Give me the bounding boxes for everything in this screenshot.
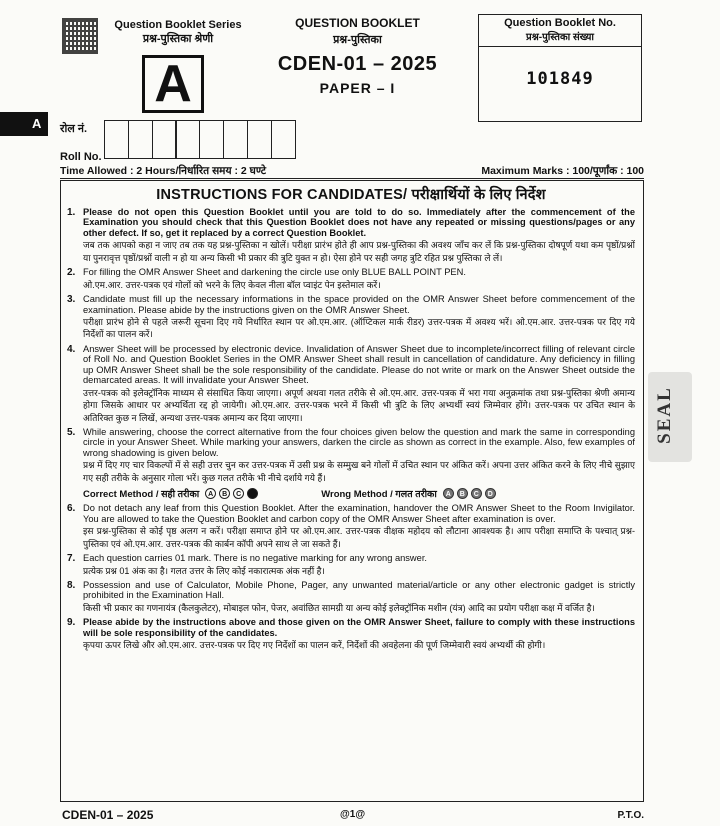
item-text-hi: प्रश्न में दिए गए चार विकल्पों में से सही उत्तर चुन कर उत्तर-पत्रक में उसी प्रश्न के सम्मुख बने गोलों में उचित स्थान पर अंकित करें। अपना उत्तर अंकित करने के लिए नीचे सुझाए गए सही तरीके के अनुसार गोला भरें। कुछ गलत तरीके भी नीचे दर्शाये गये हैं। (83, 460, 635, 483)
instructions-box (60, 180, 644, 802)
seal-sticker (648, 372, 692, 462)
time-marks-row (60, 164, 644, 179)
item-text-hi: उत्तर-पत्रक को इलेक्ट्रॉनिक माध्यम से संसाधित किया जाएगा। अपूर्ण अथवा गलत तरीके से ओ.एम.आर. उत्तर-पत्रक में भरा गया अनुक्रमांक तथा प्रश्न-पुस्तिका श्रेणी अमान्य होगा जिसके आधार पर अभ्यर्थिता रद्द हो जायेगी। ओ.एम.आर. उत्तर-पत्रक भरने में किसी भी त्रुटि के लिए अभ्यर्थी स्वयं जिम्मेवार होंगे। उत्तर-पत्रक पर उचित स्थान के अतिरिक्त कुछ न लिखें, अन्यथा उत्तर-पत्रक अमान्य कर दिया जाएगा। (83, 387, 635, 423)
wrong-mark-circle-icon: B (457, 488, 468, 499)
wrong-mark-circle-icon: C (471, 488, 482, 499)
roll-digit-box (271, 120, 296, 159)
instruction-item (67, 207, 635, 264)
footer-exam-code: CDEN-01 – 2025 (62, 808, 154, 822)
item-number: 2. (67, 267, 76, 279)
roll-digit-box (152, 120, 177, 159)
booklet-no-label-hi: प्रश्न-पुस्तिका संख्या (479, 29, 641, 47)
marking-method-example (83, 487, 635, 500)
instruction-item (67, 294, 635, 341)
roll-label (60, 122, 102, 164)
page-footer (62, 808, 644, 824)
item-number: 9. (67, 617, 76, 629)
series-label-en: Question Booklet Series (114, 19, 242, 31)
item-number: 6. (67, 503, 76, 515)
wrong-method-label: Wrong Method / गलत तरीका (321, 489, 437, 501)
instruction-item (67, 344, 635, 424)
instruction-item (67, 553, 635, 577)
qr-code-icon (62, 18, 98, 54)
booklet-number-box (478, 14, 642, 122)
item-text-en: Do not detach any leaf from this Question Booklet. After the examination, handover the OMR Answer Sheet to the Room Invigilator. You are allowed to take the Question Booklet and carbon copy of the OMR Answer Sheet after examination is over. (83, 503, 635, 524)
roll-digit-box (247, 120, 272, 159)
exam-code: CDEN-01 – 2025 (277, 53, 438, 75)
page-number: @1@ (340, 809, 366, 820)
roll-label-hi: रोल नं. (60, 123, 88, 135)
item-text-en: Answer Sheet will be processed by electronic device. Invalidation of Answer Sheet due to incomplete/incorrect filling of relevant circle of Roll No. and Question Booklet Series in the OMR Answer Sheet shall result in cancellation of candidature. Any deficiency in filling up OMR Answer Sheet shall be the sole responsibility of the candidate. Please do not write or mark on the Answer Sheet outside the demarcated areas. It will invalidate your Answer Sheet. (83, 343, 635, 386)
time-allowed: Time Allowed : 2 Hours/निर्धारित समय : 2 घण्टे (60, 165, 267, 177)
roll-digit-box (128, 120, 153, 159)
item-text-en: While answering, choose the correct alternative from the four choices given below the question and mark the same in corresponding circle in your Answer Sheet. While marking your answers, darken the circle as shown as correct in the example. Also, few examples of wrong shadowing is given below. (83, 427, 635, 458)
instruction-item (67, 503, 635, 550)
item-text-hi: परीक्षा प्रारंभ होने से पहले जरूरी सूचना दिए गये निर्धारित स्थान पर ओ.एम.आर. (ऑप्टिकल मार्क रीडर) उत्तर-पत्रक में अवश्य भरें। ओ.एम.आर. उत्तर-पत्रक पर दिए गये निर्देशों का पालन करें। (83, 316, 635, 340)
item-text-hi: इस प्रश्न-पुस्तिका से कोई पृष्ठ अलग न करें। परीक्षा समाप्त होने पर ओ.एम.आर. उत्तर-पत्रक वीक्षक महोदय को लौटाना आवश्यक है। आप परीक्षा समाप्ति के पश्चात् प्रश्न-पुस्तिका एवं ओ.एम.आर. उत्तर-पत्रक की कार्बन कॉपी अपने साथ ले जा सकते हैं। (83, 526, 635, 549)
pto-label: P.T.O. (617, 810, 644, 821)
item-number: 5. (67, 427, 76, 439)
item-text-hi: प्रत्येक प्रश्न 01 अंक का है। गलत उत्तर के लिए कोई नकारात्मक अंक नहीं है। (83, 565, 325, 576)
item-text-hi: ओ.एम.आर. उत्तर-पत्रक एवं गोलों को भरने के लिए केवल नीला बॉल प्वाइंट पेन इस्तेमाल करें। (83, 279, 381, 290)
instruction-item (67, 427, 635, 484)
roll-digit-box (199, 120, 224, 159)
filled-circle-icon (247, 488, 258, 499)
roll-digit-box (175, 120, 200, 159)
booklet-title-en: QUESTION BOOKLET (295, 16, 420, 30)
item-text-en: Candidate must fill up the necessary informations in the space provided on the OMR Answer Sheet before commencement of the examination. Please abide by the instructions given on the OMR Answer Sheet. (83, 294, 635, 315)
item-text-en: Please do not open this Question Booklet until you are told to do so. Immediately after the commencement of the Examination you should check that this Question Booklet does not have any repeated or missing questions/pages or any other defect. If so, get it replaced by a correct Question Booklet. (83, 207, 635, 238)
booklet-number: 101849 (526, 69, 594, 89)
item-number: 8. (67, 580, 76, 591)
maximum-marks: Maximum Marks : 100/पूर्णांक : 100 (481, 165, 644, 177)
item-text-hi: कृपया ऊपर लिखे और ओ.एम.आर. उत्तर-पत्रक पर दिए गए निर्देशों का पालन करें, निर्देशों की अवहेलना की पूर्ण जिम्मेवारी स्वयं अभ्यर्थी की होगी। (83, 640, 546, 651)
roll-digit-box (104, 120, 129, 159)
item-number: 3. (67, 294, 76, 306)
item-number: 4. (67, 343, 76, 355)
item-text-en: Possession and use of Calculator, Mobile Phone, Pager, any unwanted material/article or any other electronic gadget is strictly prohibited in the Examination Hall. (83, 580, 635, 601)
series-code: A (142, 55, 204, 113)
booklet-no-label-en: Question Booklet No. (504, 17, 616, 29)
item-text-hi: किसी भी प्रकार का गणनायंत्र (कैलकुलेटर), मोबाइल फोन, पेजर, अवांछित सामग्री या अन्य कोई इलेक्ट्रॉनिक मशीन (यंत्र) आदि का प्रयोग परीक्षा कक्ष में वर्जित है। (83, 602, 595, 613)
booklet-title-hi: प्रश्न-पुस्तिका (333, 34, 382, 46)
item-text-en: Please abide by the instructions above and those given on the OMR Answer Sheet, failure to comply with these instructions will be sole responsibility of the candidates. (83, 617, 635, 638)
booklet-header (255, 16, 460, 96)
roll-number-boxes (104, 120, 295, 159)
wrong-mark-circle-icon: D (485, 488, 496, 499)
option-circle-icon: A (205, 488, 216, 499)
instruction-item (67, 617, 635, 651)
item-text-en: For filling the OMR Answer Sheet and darkening the circle use only BLUE BALL POINT PEN. (83, 267, 466, 278)
item-number: 1. (67, 207, 76, 218)
wrong-mark-circle-icon: A (443, 488, 454, 499)
series-side-tab: A (0, 112, 48, 136)
roll-label-en: Roll No. (60, 151, 102, 163)
correct-method-label: Correct Method / सही तरीका (83, 489, 200, 501)
seal-label: SEAL (653, 386, 675, 444)
option-circle-icon: C (233, 488, 244, 499)
item-text-en: Each question carries 01 mark. There is no negative marking for any wrong answer. (83, 553, 427, 564)
item-number: 7. (67, 553, 76, 565)
item-text-hi: जब तक आपको कहा न जाए तब तक यह प्रश्न-पुस्तिका न खोलें। परीक्षा प्रारंभ होते ही आप प्रश्न-पुस्तिका की अवश्य जाँच कर लें कि प्रश्न-पुस्तिका दोषपूर्ण यथा कम पृष्ठों/प्रश्नों या पुनरावृत्त पृष्ठों/प्रश्नों वाली न हो या अन्य किसी भी प्रकार की त्रुटि युक्त न हो। ऐसा होने पर सही जगह त्रुटि रहित प्रश्न पुस्तिका ले लें। (83, 240, 636, 263)
paper-label: PAPER – I (319, 80, 396, 96)
option-circle-icon: B (219, 488, 230, 499)
instruction-item (67, 267, 635, 291)
series-header (108, 18, 248, 46)
series-label-hi: प्रश्न-पुस्तिका श्रेणी (142, 33, 214, 45)
instruction-item (67, 580, 635, 614)
instructions-title: INSTRUCTIONS FOR CANDIDATES/ परीक्षार्थियों के लिए निर्देश (156, 187, 546, 203)
roll-digit-box (223, 120, 248, 159)
